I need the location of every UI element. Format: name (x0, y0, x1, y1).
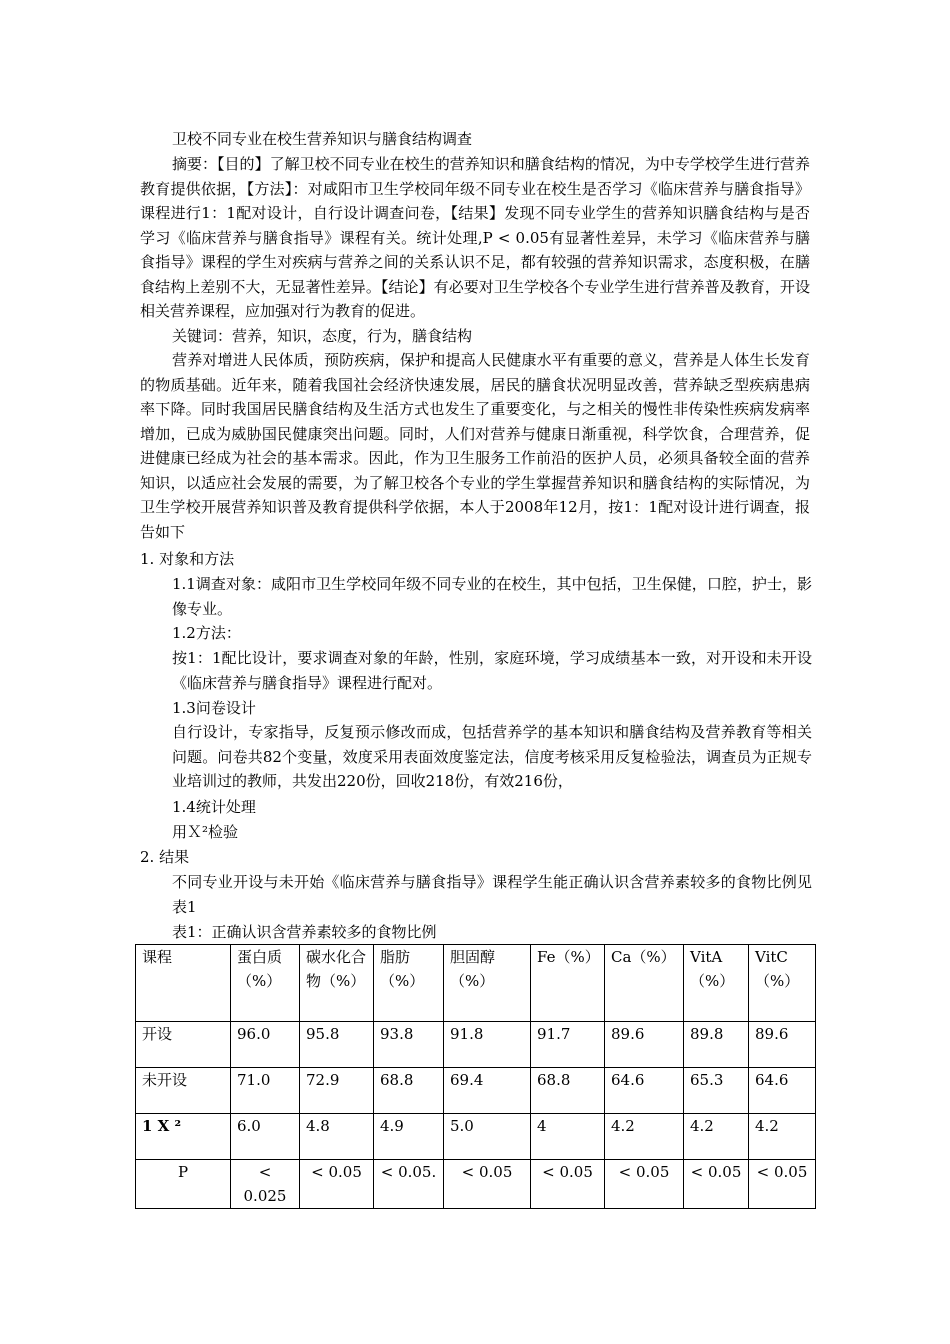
table-cell: 91.7 (531, 1022, 605, 1068)
table-row (136, 1068, 816, 1114)
section-2-heading: 2. 结果 (140, 848, 190, 866)
table-cell: < 0.05 (444, 1160, 531, 1209)
table-cell: 93.8 (374, 1022, 444, 1068)
intro-paragraph: 营养对增进人民体质，预防疾病，保护和提高人民健康水平有重要的意义，营养是人体生长发育的物质基础。近年来，随着我国社会经济快速发展，居民的膳食状况明显改善，营养缺乏型疾病患病率下降。同时我国居民膳食结构及生活方式也发生了重要变化，与之相关的慢性非传染性疾病发病率增加，已成为威胁国民健康突出问题。同时，人们对营养与健康日渐重视，科学饮食，合理营养，促进健康已经成为社会的基本需求。因此，作为卫生服务工作前沿的医护人员，必须具备较全面的营养知识，以适应社会发展的需要，为了解卫校各个专业的学生掌握营养知识和膳食结构的实际情况，为卫生学校开展营养知识普及教育提供科学依据，本人于2008年12月，按1：1配对设计进行调查，报告如下 (140, 351, 810, 541)
table-cell: 68.8 (531, 1068, 605, 1114)
table-row (136, 1160, 816, 1209)
header-cell: 碳水化合物（%） (300, 945, 374, 1022)
doc-title: 卫校不同专业在校生营养知识与膳食结构调查 (172, 130, 473, 148)
table-cell: 64.6 (749, 1068, 816, 1114)
section-1-3-heading: 1.3问卷设计 (172, 699, 256, 717)
header-cell: 蛋白质（%） (231, 945, 300, 1022)
table-row (136, 1114, 816, 1160)
table-cell: 65.3 (684, 1068, 749, 1114)
header-cell: VitC（%） (749, 945, 816, 1022)
row-label: 未开设 (136, 1068, 231, 1114)
table-cell: 4.2 (605, 1114, 684, 1160)
table-cell: 69.4 (444, 1068, 531, 1114)
table-cell: < 0.05 (684, 1160, 749, 1209)
table-cell: 89.6 (605, 1022, 684, 1068)
table-cell: 89.8 (684, 1022, 749, 1068)
table-cell: 4.2 (684, 1114, 749, 1160)
table-cell: < 0.05 (300, 1160, 374, 1209)
table-cell: 89.6 (749, 1022, 816, 1068)
section-1-4-heading: 1.4统计处理 (172, 798, 256, 816)
nutrition-table (135, 944, 816, 1209)
section-1-2: 按1：1配比设计，要求调查对象的年龄，性别，家庭环境，学习成绩基本一致，对开设和未开设《临床营养与膳食指导》课程进行配对。 (172, 649, 812, 692)
table-cell: 4.2 (749, 1114, 816, 1160)
header-cell: Ca（%） (605, 945, 684, 1022)
abstract: 摘要：【目的】了解卫校不同专业在校生的营养知识和膳食结构的情况，为中专学校学生进行营养教育提供依据，【方法】：对咸阳市卫生学校同年级不同专业在校生是否学习《临床营养与膳食指导》课程进行1：1配对设计，自行设计调查问卷，【结果】发现不同专业学生的营养知识膳食结构与是否学习《临床营养与膳食指导》课程有关。统计处理,P < 0.05有显著性差异，未学习《临床营养与膳食指导》课程的学生对疾病与营养之间的关系认识不足，都有较强的营养知识需求，态度积极，在膳食结构上差别不大，无显著性差异。【结论】有必要对卫生学校各个专业学生进行营养普及教育，开设相关营养课程，应加强对行为教育的促进。 (140, 155, 810, 320)
row-label: 开设 (136, 1022, 231, 1068)
keywords: 关键词：营养，知识，态度，行为，膳食结构 (172, 327, 473, 345)
table-cell: < 0.05 (531, 1160, 605, 1209)
header-cell: VitA（%） (684, 945, 749, 1022)
header-cell: 胆固醇（%） (444, 945, 531, 1022)
section-1-heading: 1. 对象和方法 (140, 550, 235, 568)
table-caption: 表1：正确认识含营养素较多的食物比例 (172, 923, 437, 941)
section-1-3: 自行设计，专家指导，反复预示修改而成，包括营养学的基本知识和膳食结构及营养教育等相关问题。问卷共82个变量，效度采用表面效度鉴定法，信度考核采用反复检验法，调查员为正规专业培训过的教师，共发出220份，回收218份，有效216份， (172, 723, 812, 790)
table-cell: 6.0 (231, 1114, 300, 1160)
table-header-row (136, 945, 816, 1022)
row-label: 1 X ² (136, 1114, 231, 1160)
table-cell: 72.9 (300, 1068, 374, 1114)
table-cell: < 0.05 (749, 1160, 816, 1209)
table-cell: 4.8 (300, 1114, 374, 1160)
table-cell: 68.8 (374, 1068, 444, 1114)
table-cell: 96.0 (231, 1022, 300, 1068)
table-cell: 64.6 (605, 1068, 684, 1114)
table-cell: < 0.05 (605, 1160, 684, 1209)
table-cell: 95.8 (300, 1022, 374, 1068)
table-cell: 91.8 (444, 1022, 531, 1068)
section-2-paragraph: 不同专业开设与未开始《临床营养与膳食指导》课程学生能正确认识含营养素较多的食物比例见表1 (172, 873, 812, 916)
table-cell: 4 (531, 1114, 605, 1160)
table-cell: 71.0 (231, 1068, 300, 1114)
section-1-1: 1.1调查对象：咸阳市卫生学校同年级不同专业的在校生，其中包括，卫生保健，口腔，护士，影像专业。 (172, 575, 812, 618)
header-cell: Fe（%） (531, 945, 605, 1022)
section-1-2-heading: 1.2方法： (172, 624, 241, 642)
table-row (136, 1022, 816, 1068)
header-cell: 脂肪（%） (374, 945, 444, 1022)
table-cell: < 0.025 (231, 1160, 300, 1209)
table-cell: 4.9 (374, 1114, 444, 1160)
row-label: P (136, 1160, 231, 1209)
table-cell: 5.0 (444, 1114, 531, 1160)
header-cell: 课程 (136, 945, 231, 1022)
section-1-4: 用Ｘ²检验 (172, 823, 239, 841)
table-cell: < 0.05. (374, 1160, 444, 1209)
